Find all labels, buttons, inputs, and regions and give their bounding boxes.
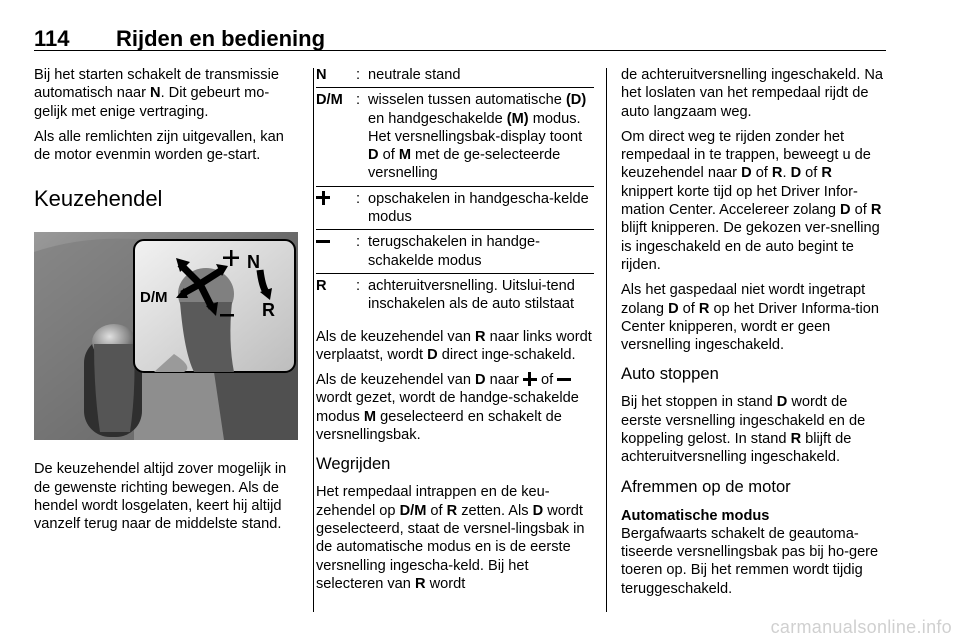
def-text-r: achteruitversnelling. Uitslui-tend inschakelen als de auto stilstaat	[368, 277, 575, 313]
watermark: carmanualsonline.info	[770, 617, 952, 637]
def-sep: :	[356, 277, 361, 294]
section-heading-wegrijden: Wegrijden	[316, 454, 391, 474]
def-text-dm: wisselen tussen automatische (D) en handgeschakelde (M) modus. Het versnellingsbak-display toont D of M met de ge-selecteerde versnelling	[368, 92, 587, 182]
def-text-n: neutrale stand	[368, 67, 461, 83]
manual-mode-paragraph: Als de keuzehendel van D naar of wordt gezet, wordt de handge-schakelde modus M geselecteerd en schakelt de versnellingsbak.	[316, 372, 579, 444]
label-r: R	[262, 300, 275, 321]
label-dm: D/M	[140, 289, 168, 307]
def-key-r: R	[316, 277, 327, 294]
def-sep: :	[356, 67, 361, 83]
def-divider	[316, 87, 594, 88]
def-key-minus	[316, 233, 356, 270]
chapter-title: Rijden en bediening	[116, 26, 326, 51]
engine-braking-paragraph: Bergafwaarts schakelt de geautoma-tiseerde versnellingsbak pas bij ho-gere toeren op. Bij het remmen wordt tijdig teruggeschakeld.	[621, 525, 879, 597]
page-number: 114	[34, 26, 70, 51]
def-divider	[316, 186, 594, 187]
column-divider-1	[313, 68, 314, 612]
stopping-paragraph: Bij het stoppen in stand D wordt de eerste versnelling ingeschakeld en de koppeling gelost. In stand R blijft de achteruitversnelling ingeschakeld.	[621, 394, 866, 466]
lever-usage-paragraph: De keuzehendel altijd zover mogelijk in de gewenste richting bewegen. Als de hendel wordt losgelaten, keert hij altijd vanzelf terug naar de middelste stand.	[34, 461, 287, 533]
column-3	[621, 66, 887, 605]
drive-off-without-brake-paragraph: Om direct weg te rijden zonder het rempedaal in te trappen, beweegt u de keuzehendel naar D of R. D of R knippert korte tijd op het Driver Infor-mation Center. Accelereer zolang D of R blijft knipperen. De gekozen ver-snelling is ingeschakeld en de auto begint te rijden.	[621, 128, 882, 273]
intro-paragraph: Bij het starten schakelt de transmissie automatisch naar N. Dit gebeurt mo-gelijk met enige vertraging.	[34, 67, 279, 120]
def-key-dm: D/M	[316, 92, 343, 109]
plus-icon	[316, 191, 330, 205]
column-1	[34, 66, 298, 541]
plus-icon	[523, 372, 537, 386]
def-key-n: N	[316, 67, 327, 83]
label-n: N	[247, 252, 260, 273]
brake-lights-paragraph: Als alle remlichten zijn uitgevallen, kan de motor evenmin worden ge-start.	[34, 128, 284, 164]
reverse-continuation-paragraph: de achteruitversnelling ingeschakeld. Na het loslaten van het rempedaal rijdt de auto langzaam weg.	[621, 67, 884, 120]
driving-off-paragraph: Het rempedaal intrappen en de keu-zehendel op D/M of R zetten. Als D wordt geselecteerd, staat de versnel-lingsbak in de automatische modus en is de eerste versnelling ingescha-keld. Bij het selecteren van R wordt	[316, 484, 585, 592]
minus-icon	[316, 234, 330, 248]
subheading-automatische-modus: Automatische modus	[621, 507, 770, 524]
column-divider-2	[606, 68, 607, 612]
def-sep: :	[356, 234, 361, 251]
gear-selector-illustration	[34, 232, 298, 440]
page-header	[34, 26, 886, 51]
gear-definition-list	[316, 66, 594, 314]
r-to-d-paragraph: Als de keuzehendel van R naar links wordt verplaatst, wordt D direct inge-schakeld.	[316, 328, 592, 363]
section-heading-auto-stoppen: Auto stoppen	[621, 364, 719, 384]
minus-icon	[557, 372, 571, 386]
section-heading-afremmen: Afremmen op de motor	[621, 476, 791, 496]
def-divider	[316, 273, 594, 274]
def-sep: :	[356, 190, 361, 207]
def-text-minus: terugschakelen in handge-schakelde modus	[368, 234, 541, 269]
def-text-plus: opschakelen in handgescha-kelde modus	[368, 190, 589, 226]
section-heading-keuzehendel: Keuzehendel	[34, 186, 163, 212]
def-key-plus	[316, 190, 356, 227]
no-gas-paragraph: Als het gaspedaal niet wordt ingetrapt zolang D of R op het Driver Informa-tion Center knipperen, wordt er geen versnelling ingeschakeld.	[621, 282, 879, 354]
def-divider	[316, 229, 594, 230]
column-2	[316, 66, 594, 600]
def-sep: :	[356, 92, 361, 109]
